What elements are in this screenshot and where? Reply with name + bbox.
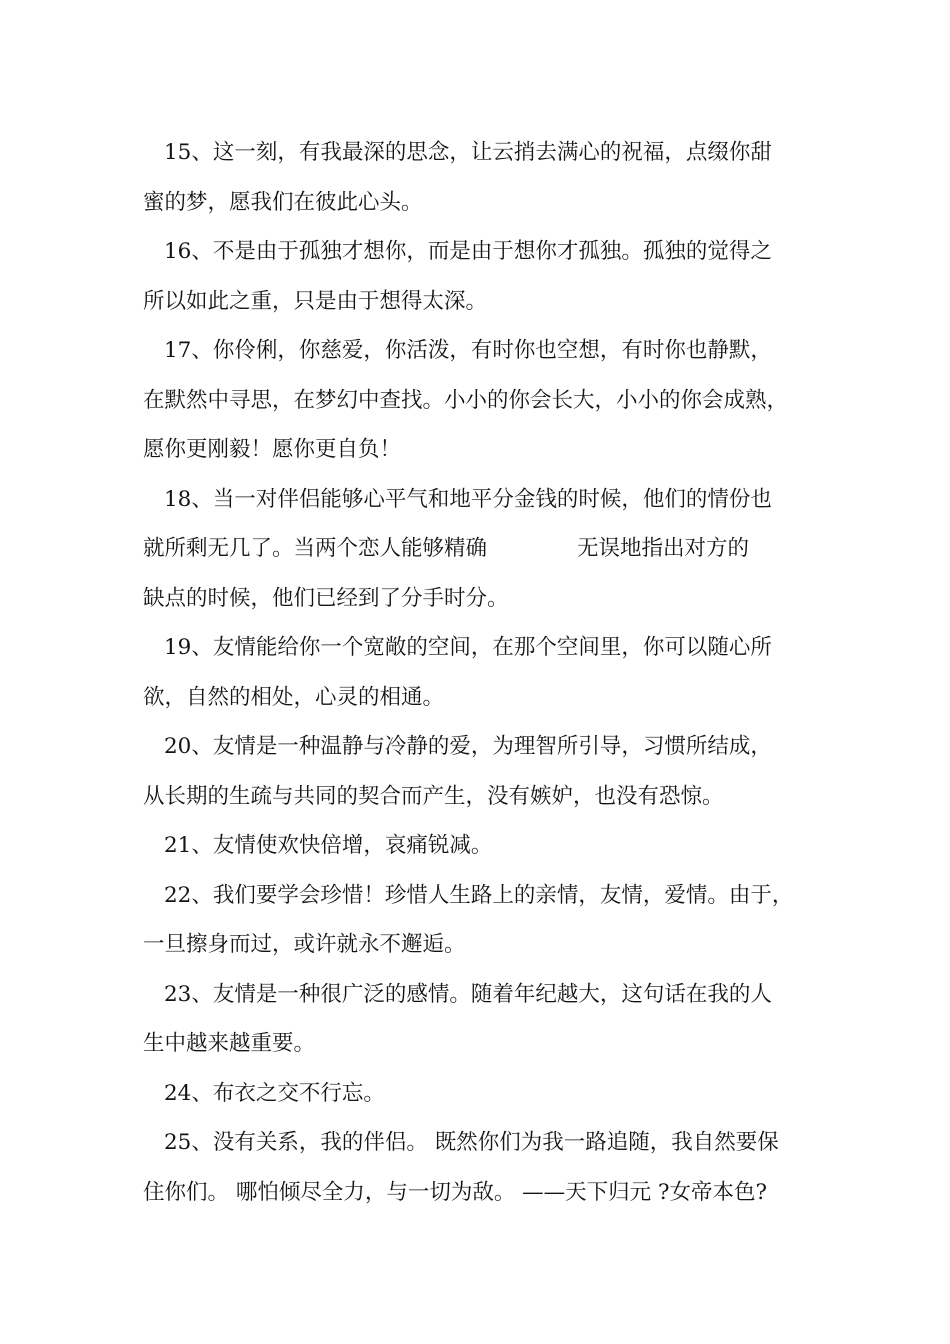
document-body — [143, 128, 815, 1217]
text-line: 17、你伶俐，你慈爱，你活泼，有时你也空想，有时你也静默， — [164, 338, 772, 363]
text-line-with-gap — [143, 524, 815, 574]
text-line: 缺点的时候，他们已经到了分手时分。 — [143, 585, 509, 611]
paragraph-22 — [143, 871, 815, 970]
paragraph-25 — [143, 1118, 815, 1217]
paragraph-18 — [143, 475, 815, 624]
text-line: 24、布衣之交不行忘。 — [164, 1080, 385, 1106]
text-line: 15、这一刻，有我最深的思念，让云捎去满心的祝福，点缀你甜 — [164, 140, 772, 165]
text-line: 生中越来越重要。 — [143, 1031, 316, 1056]
text-line: 20、友情是一种温静与冷静的爱，为理智所引导，习惯所结成， — [164, 734, 772, 759]
paragraph-24 — [143, 1069, 815, 1119]
paragraph-20 — [143, 722, 815, 821]
text-segment: 无误地指出对方的 — [577, 536, 750, 561]
text-line: 愿你更刚毅！愿你更自负！ — [143, 437, 402, 462]
text-line: 所以如此之重，只是由于想得太深。 — [143, 288, 488, 314]
text-line: 22、我们要学会珍惜！珍惜人生路上的亲情，友情，爱情。由于， — [164, 882, 794, 908]
paragraph-16 — [143, 227, 815, 326]
text-line: 23、友情是一种很广泛的感情。随着年纪越大，这句话在我的人 — [164, 981, 772, 1007]
text-line: 25、没有关系，我的伴侣。 既然你们为我一路追随，我自然要保 — [164, 1130, 779, 1155]
text-line: 住你们。 哪怕倾尽全力，与一切为敌。 ——天下归元 ?女帝本色? — [143, 1179, 768, 1205]
paragraph-23 — [143, 970, 815, 1069]
text-line: 蜜的梦，愿我们在彼此心头。 — [143, 189, 423, 215]
text-line: 21、友情使欢快倍增，哀痛锐减。 — [164, 833, 493, 858]
paragraph-17 — [143, 326, 815, 475]
text-line: 18、当一对伴侣能够心平气和地平分金钱的时候，他们的情份也 — [164, 486, 772, 512]
text-line: 欲，自然的相处，心灵的相通。 — [143, 684, 445, 710]
paragraph-21 — [143, 821, 815, 871]
text-line: 从长期的生疏与共同的契合而产生，没有嫉妒，也没有恐惊。 — [143, 783, 724, 809]
text-line: 一旦擦身而过，或许就永不邂逅。 — [143, 932, 466, 957]
text-line: 16、不是由于孤独才想你，而是由于想你才孤独。孤独的觉得之 — [164, 239, 772, 264]
text-segment: 就所剩无几了。当两个恋人能够精确 — [143, 536, 488, 561]
paragraph-19 — [143, 623, 815, 722]
text-line: 19、友情能给你一个宽敞的空间，在那个空间里，你可以随心所 — [164, 635, 772, 660]
text-line: 在默然中寻思，在梦幻中查找。小小的你会长大，小小的你会成熟， — [143, 387, 789, 413]
paragraph-15 — [143, 128, 815, 227]
